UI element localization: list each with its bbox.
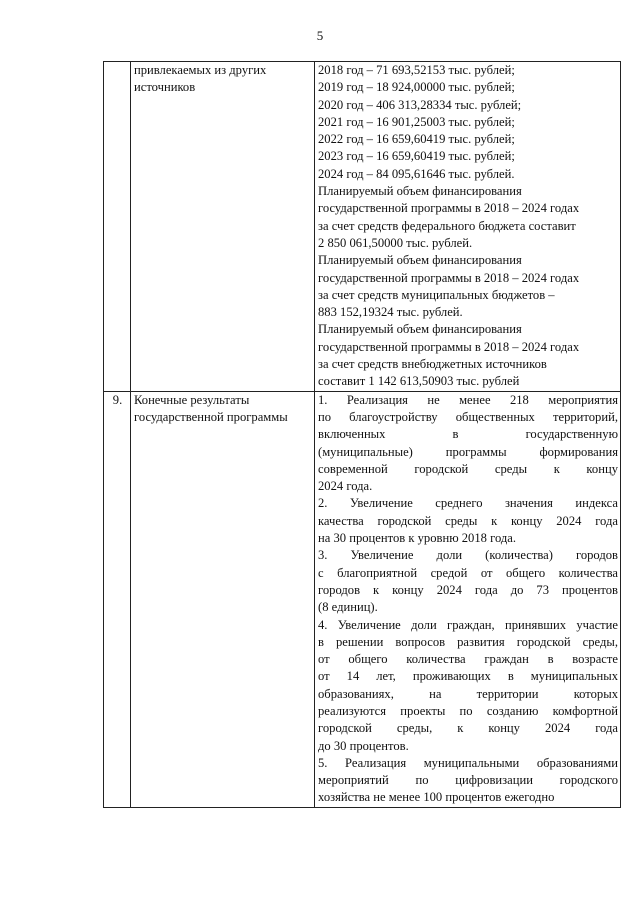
row-content-line: 2024 год – 84 095,61646 тыс. рублей. — [318, 166, 515, 181]
row-content-line: (муниципальные) программы формирования — [318, 444, 618, 459]
row-content-line: 2022 год – 16 659,60419 тыс. рублей; — [318, 132, 515, 147]
row-content-line: 2 850 061,50000 тыс. рублей. — [318, 235, 473, 250]
row-content-line: реализуются проекты по созданию комфортной — [318, 703, 618, 718]
row-content-line: за счет средств федерального бюджета составит — [318, 218, 576, 233]
row-content-line: 2019 год – 18 924,00000 тыс. рублей; — [318, 80, 515, 95]
row-content-line: мероприятий по цифровизации городского — [318, 773, 618, 788]
row-label-line: привлекаемых из других — [134, 63, 267, 77]
row-content-line: за счет средств муниципальных бюджетов – — [318, 287, 555, 302]
row-content-line: 2021 год – 16 901,25003 тыс. рублей; — [318, 114, 515, 129]
row-content-line: за счет средств внебюджетных источников — [318, 357, 547, 372]
row-content-line: городской среды, к концу 2024 года — [318, 721, 618, 736]
row-content-line: до 30 процентов. — [318, 738, 409, 753]
row-content-line: государственной программы в 2018 – 2024 годах — [318, 339, 580, 354]
row-content-line: в решении вопросов развития городской среды, — [318, 634, 618, 649]
row-label-cell — [131, 62, 315, 392]
row-label-line: источников — [134, 80, 196, 95]
row-content-line: Планируемый объем финансирования — [318, 184, 522, 199]
row-content-line: 2023 год – 16 659,60419 тыс. рублей; — [318, 149, 515, 164]
row-content-line: Планируемый объем финансирования — [318, 322, 522, 337]
row-number — [104, 62, 131, 392]
row-content-line: качества городской среды к концу 2024 года — [318, 513, 618, 528]
row-content-line: государственной программы в 2018 – 2024 годах — [318, 201, 580, 216]
row-content-line: Планируемый объем финансирования — [318, 253, 522, 268]
row-content-line: 4. Увеличение доли граждан, принявших участие — [318, 617, 618, 632]
row-content-line: 2018 год – 71 693,52153 тыс. рублей; — [318, 63, 515, 77]
row-label-cell — [131, 391, 315, 807]
row-content-line: современной городской среды к концу — [318, 461, 618, 476]
row-content-line: (8 единиц). — [318, 600, 378, 615]
row-content-line: от 14 лет, проживающих в муниципальных — [318, 669, 618, 684]
row-content-line: 5. Реализация муниципальными образованиями — [318, 755, 618, 770]
row-content-line: от общего количества граждан в возрасте — [318, 652, 618, 667]
row-content-line: хозяйства не менее 100 процентов ежегодно — [318, 790, 555, 805]
table-row — [104, 391, 621, 807]
row-content-line: 2020 год – 406 313,28334 тыс. рублей; — [318, 97, 522, 112]
row-content-cell — [315, 391, 621, 807]
row-content-line: 883 152,19324 тыс. рублей. — [318, 305, 463, 320]
row-content-line: составит 1 142 613,50903 тыс. рублей — [318, 374, 520, 389]
row-content-line: на 30 процентов к уровню 2018 года. — [318, 531, 517, 546]
row-content-line: 1. Реализация не менее 218 мероприятия — [318, 392, 618, 407]
row-content-line: с благоприятной средой от общего количества — [318, 565, 618, 580]
row-number: 9. — [104, 391, 131, 807]
row-content-line: по благоустройству общественных территорий, — [318, 409, 618, 424]
table-row — [104, 62, 621, 392]
page-number: 5 — [316, 28, 324, 43]
row-content-line: 3. Увеличение доли (количества) городов — [318, 548, 618, 563]
row-content-cell — [315, 62, 621, 392]
row-content-line: 2024 года. — [318, 479, 373, 494]
row-content-line: образованиях, на территории которых — [318, 686, 618, 701]
row-content-line: 2. Увеличение среднего значения индекса — [318, 496, 618, 511]
passport-table — [103, 61, 621, 808]
row-label-line: государственной программы — [134, 409, 288, 424]
row-content-line: включенных в государственную — [318, 427, 618, 442]
row-content-line: городов к концу 2024 года до 73 процентов — [318, 582, 618, 597]
row-content-line: государственной программы в 2018 – 2024 годах — [318, 270, 580, 285]
row-label-line: Конечные результаты — [134, 392, 250, 407]
